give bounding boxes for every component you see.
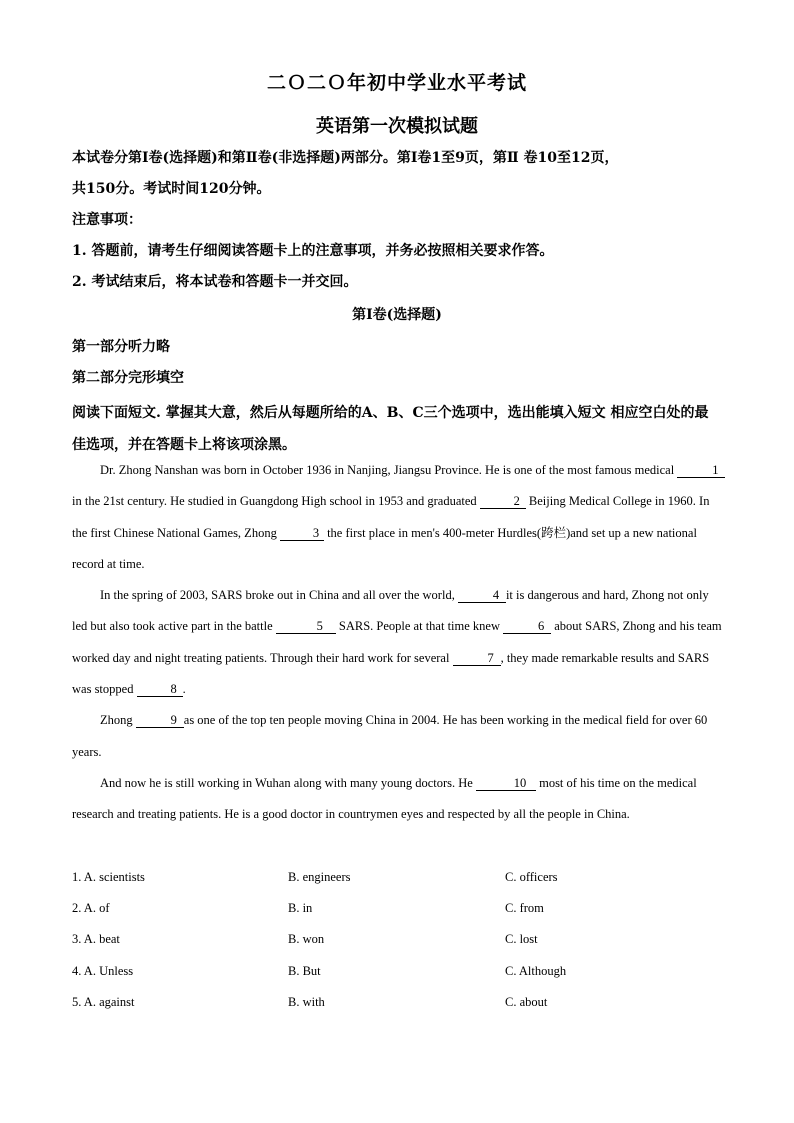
passage-text: Zhong (100, 713, 136, 728)
passage-text: Beijing Medical College in 1960. In the first Chinese National Games, Zhong (72, 494, 710, 540)
passage-text: Dr. Zhong Nanshan was born in October 1936 in Nanjing, Jiangsu Province. He is one of the most famous medical (100, 463, 678, 477)
blank-3: 3 (280, 526, 324, 541)
passage-text: most of his time on the medical research and treating patients. He is a good doctor in countrymen eyes and respected by all the people in China. (72, 775, 697, 822)
passage-text: the first place in men's 400-meter Hurdles(跨栏)and set up a new national record at time. (72, 525, 697, 571)
blank-7: 7 (453, 651, 501, 666)
passage-text: SARS. People at that time knew (335, 619, 504, 634)
option-a: 2. A. of (72, 901, 110, 916)
option-c: C. lost (505, 932, 538, 947)
blank-6: 6 (503, 619, 551, 634)
caution-item-2: 2. 考试结束后，将本试卷和答题卡一并交回。 (72, 274, 358, 290)
passage-text: it is dangerous and hard, Zhong not only led but also took active part in the battle (72, 588, 709, 634)
blank-4: 4 (458, 588, 506, 603)
section-title: 第Ⅰ卷(选择题) (352, 307, 442, 323)
option-b: B. engineers (288, 870, 351, 884)
blank-2: 2 (480, 494, 526, 509)
question-row (72, 862, 732, 893)
option-c: C. about (505, 994, 548, 1009)
question-row (72, 987, 732, 1018)
option-a: 5. A. against (72, 994, 135, 1009)
blank-1: 1 (677, 463, 725, 478)
exam-title: 二Ｏ二Ｏ年初中学业水平考试 (266, 72, 527, 94)
blank-8: 8 (137, 682, 183, 697)
cloze-passage (72, 455, 727, 831)
option-c: C. from (505, 901, 544, 916)
passage-text: And now he is still working in Wuhan along with many young doctors. He (100, 775, 476, 790)
option-a: 3. A. beat (72, 932, 120, 947)
option-b: B. in (288, 901, 313, 916)
option-a: 1. A. scientists (72, 870, 145, 884)
passage-paragraph-1 (72, 455, 727, 580)
passage-paragraph-3 (72, 705, 727, 768)
option-b: B. But (288, 963, 321, 978)
passage-paragraph-2 (72, 580, 727, 705)
blank-5: 5 (276, 619, 336, 634)
passage-text: . (182, 682, 186, 697)
exam-subtitle: 英语第一次模拟试题 (316, 116, 478, 137)
part-1-title: 第一部分听力略 (72, 339, 170, 355)
caution-title: 注意事项： (72, 212, 142, 228)
question-row (72, 924, 732, 955)
part-2-title: 第二部分完形填空 (72, 370, 184, 386)
cloze-instructions: 阅读下面短文. 掌握其大意，然后从每题所给的A、B、C三个选项中，选出能填入短文 相应空白处的最佳选项，并在答题卡上将该项涂黑。 (72, 405, 709, 453)
option-b: B. won (288, 932, 325, 947)
answer-options (72, 862, 732, 1018)
option-b: B. with (288, 994, 325, 1009)
option-a: 4. A. Unless (72, 963, 134, 978)
intro-line-2: 共150分。考试时间120分钟。 (72, 181, 271, 197)
passage-text: , they made remarkable results and SARS was stopped (72, 650, 710, 697)
option-c: C. Although (505, 963, 567, 978)
passage-text: as one of the top ten people moving China in 2004. He has been working in the medical field for over 60 years. (72, 713, 708, 759)
question-row (72, 893, 732, 924)
question-row (72, 956, 732, 987)
caution-item-1: 1. 答题前，请考生仔细阅读答题卡上的注意事项，并务必按照相关要求作答。 (72, 243, 554, 259)
passage-text: in the 21st century. He studied in Guangdong High school in 1953 and graduated (72, 494, 480, 509)
passage-paragraph-4 (72, 768, 727, 831)
blank-10: 10 (476, 776, 536, 791)
intro-line-1: 本试卷分第Ⅰ卷(选择题)和第Ⅱ卷(非选择题)两部分。第Ⅰ卷1至9页，第Ⅱ 卷10至12页， (72, 150, 619, 166)
blank-9: 9 (136, 713, 184, 728)
option-c: C. officers (505, 870, 558, 884)
passage-text: In the spring of 2003, SARS broke out in China and all over the world, (100, 588, 458, 603)
exam-intro (72, 143, 732, 298)
passage-text: about SARS, Zhong and his team worked day and night treating patients. Through their hard work for several (72, 619, 722, 665)
